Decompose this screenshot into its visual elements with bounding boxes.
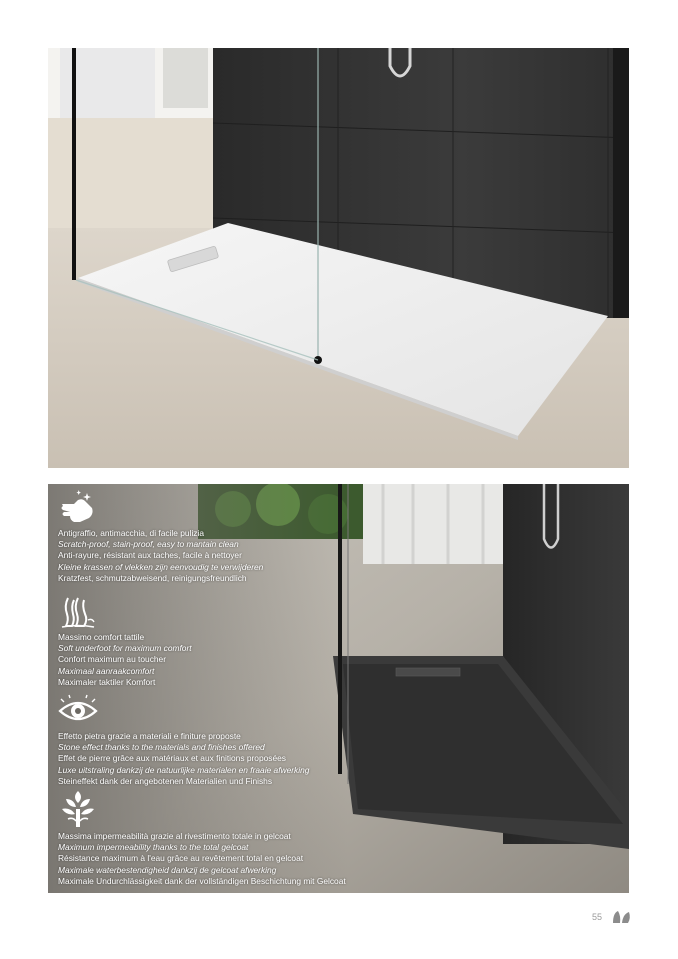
feature-line-fr: Effet de pierre grâce aux matériaux et aux finitions proposées <box>58 753 286 764</box>
feature-line-en: Soft underfoot for maximum comfort <box>58 643 192 654</box>
feature-stone-effect <box>58 693 309 787</box>
feature-line-fr: Anti-rayure, résistant aux taches, facile à nettoyer <box>58 550 242 561</box>
feature-comfort <box>58 594 192 688</box>
feature-line-en: Maximum impermeability thanks to the total gelcoat <box>58 842 249 853</box>
page-number: 55 <box>592 912 603 922</box>
feature-line-fr: Confort maximum au toucher <box>58 654 166 665</box>
hand-cleaning-icon <box>58 490 98 526</box>
feature-line-nl: Kleine krassen of vlekken zijn eenvoudig te verwijderen <box>58 561 264 572</box>
feature-line-de: Steineffekt dank der angebotenen Materialien und Finishs <box>58 775 273 786</box>
feature-line-nl: Maximaal aanraakcomfort <box>58 665 155 676</box>
feature-line-de: Maximale Undurchlässigkeit dank der vollständigen Beschichtung mit Gelcoat <box>58 875 346 886</box>
feature-line-en: Stone effect thanks to the materials and finishes offered <box>58 742 265 753</box>
top-product-photo <box>48 48 629 468</box>
feature-line-nl: Luxe uitstraling dankzij de natuurlijke materialen en fraaie afwerking <box>58 764 310 775</box>
feature-line-de: Maximaler taktiler Komfort <box>58 676 156 687</box>
white-shower-tray-image <box>48 48 629 468</box>
brand-logo-icon <box>612 910 632 924</box>
feature-line-it: Effetto pietra grazie a materiali e finiture proposte <box>58 731 241 741</box>
feature-impermeability <box>58 789 346 887</box>
feature-scratch-proof <box>58 490 263 584</box>
feature-line-it: Antigraffio, antimacchia, di facile pulizia <box>58 528 205 538</box>
feet-comfort-icon <box>58 594 98 630</box>
feature-line-nl: Maximale waterbestendigheid dankzij de gelcoat afwerking <box>58 864 277 875</box>
feature-line-en: Scratch-proof, stain-proof, easy to mantain clean <box>58 539 239 550</box>
feature-line-fr: Résistance maximum à l'eau grâce au revêtement total en gelcoat <box>58 853 304 864</box>
tree-icon <box>58 789 98 829</box>
feature-line-it: Massimo comfort tattile <box>58 632 145 642</box>
eye-icon <box>58 693 98 729</box>
feature-line-de: Kratzfest, schmutzabweisend, reinigungsfreundlich <box>58 572 247 583</box>
feature-line-it: Massima impermeabilità grazie al rivestimento totale in gelcoat <box>58 831 291 841</box>
